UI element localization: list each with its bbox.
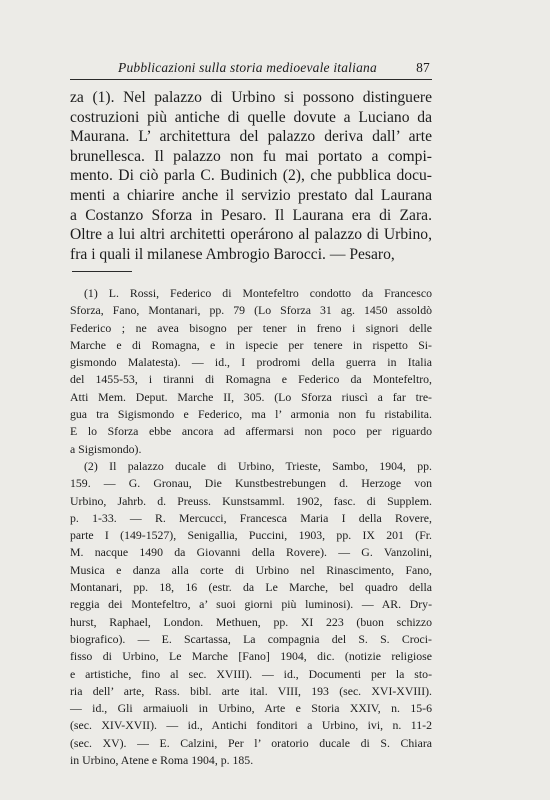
footnote-line: Marche e di Romagna, e in ispecie per tenere in rispetto Si-: [70, 337, 432, 352]
footnote-line: p. 1-33. — R. Mercucci, Francesca Maria I della Rovere,: [70, 510, 432, 525]
footnote-line: gua tra Sigismondo e Federico, ma l’ armonia non fu ristabilita.: [70, 407, 432, 422]
running-title: Pubblicazioni sulla storia medioevale italiana: [118, 60, 377, 75]
body-line: fra i quali il milanese Ambrogio Barocci. — Pesaro,: [70, 245, 395, 263]
footnote-line: gismondo Malatesta). — id., I prodromi della guerra in Italia: [70, 355, 432, 370]
footnote-1: [70, 285, 432, 458]
footnote-line: e artistiche, fino al sec. XVIII). — id., Documenti per la sto-: [70, 666, 432, 681]
footnote-line: Federico ; ne avea bisogno per tener in freno i signori delle: [70, 320, 432, 335]
footnote-line: (sec. XIV-XVII). — id., Antichi fonditori a Urbino, ivi, n. 11-2: [70, 718, 432, 733]
header-rule: [70, 79, 432, 80]
footnote-line: M. nacque 1490 da Giovanni della Rovere). — G. Vanzolini,: [70, 545, 432, 560]
footnote-line: Sforza, Fano, Montanari, pp. 79 (Lo Sforza 31 ag. 1450 assoldò: [70, 303, 432, 318]
footnote-line: (sec. XV). — E. Calzini, Per l’ oratorio ducale di S. Chiara: [70, 735, 432, 750]
body-line: brunellesca. Il palazzo non fu mai portato a compi-: [70, 147, 432, 165]
footnote-line: in Urbino, Atene e Roma 1904, p. 185.: [70, 753, 254, 768]
page-number: 87: [416, 60, 430, 75]
footnotes: [70, 285, 432, 769]
footnote-line: Montanari, pp. 18, 16 (estr. da Le Marche, bel quadro della: [70, 580, 432, 595]
footnote-line: fisso di Urbino, Le Marche [Fano] 1904, dic. (notizie religiose: [70, 649, 432, 664]
body-line: Oltre a lui altri architetti operárono al palazzo di Urbino,: [70, 226, 432, 244]
body-line: Maurana. L’ architettura del palazzo deriva dall’ arte: [70, 128, 432, 146]
footnote-line: Urbino, Jahrb. d. Preuss. Kunstsamml. 1902, fasc. di Supplem.: [70, 493, 432, 508]
footnote-line: E lo Sforza ebbe ancora ad affermarsi non poco per riguardo: [70, 424, 432, 439]
footnote-line: Atti Mem. Deput. Marche II, 305. (Lo Sforza riuscì a far tre-: [70, 389, 432, 404]
body-line: za (1). Nel palazzo di Urbino si possono distinguere: [70, 89, 432, 106]
body-line: mento. Di ciò parla C. Budinich (2), che pubblica docu-: [70, 167, 432, 185]
body-line: a Costanzo Sforza in Pesaro. Il Laurana era di Zara.: [70, 206, 432, 224]
footnote-line: Musica e danza alla corte di Urbino nel Rinascimento, Fano,: [70, 562, 432, 577]
footnote-line: ria dell’ arte, Rass. bibl. arte ital. VIII, 193 (sec. XVI-XVIII).: [70, 683, 432, 698]
footnote-line: parte I (149-1527), Senigallia, Puccini, 1903, pp. IX 201 (Fr.: [70, 528, 432, 543]
footnote-line: reggia dei Montefeltro, a’ suoi giorni più luminosi). — AR. Dry-: [70, 597, 432, 612]
footnote-line: biografico). — E. Scartassa, La compagnia del S. S. Croci-: [70, 631, 432, 646]
body-line: costruzioni più antiche di quelle dovute a Luciano da: [70, 108, 432, 126]
footnote-line: 159. — G. Gronau, Die Kunstbestrebungen d. Herzoge von: [70, 476, 432, 491]
footnote-2: [70, 458, 432, 769]
main-text: [70, 88, 432, 264]
body-line: menti a chiarire anche il servizio prestato dal Laurana: [70, 186, 432, 204]
footnote-line: del 1455-53, i tiranni di Romagna e Federico da Montefeltro,: [70, 372, 432, 387]
footnote-rule: [72, 271, 132, 272]
footnote-line: (2) Il palazzo ducale di Urbino, Trieste, Sambo, 1904, pp.: [84, 458, 432, 473]
footnote-line: (1) L. Rossi, Federico di Montefeltro condotto da Francesco: [84, 286, 432, 300]
footnote-line: a Sigismondo).: [70, 441, 142, 456]
footnote-line: — id., Gli armaiuoli in Urbino, Arte e Storia XXIV, n. 15-6: [70, 701, 432, 716]
footnote-line: hurst, Raphael, London. Methuen, pp. XI 223 (buon schizzo: [70, 614, 432, 629]
